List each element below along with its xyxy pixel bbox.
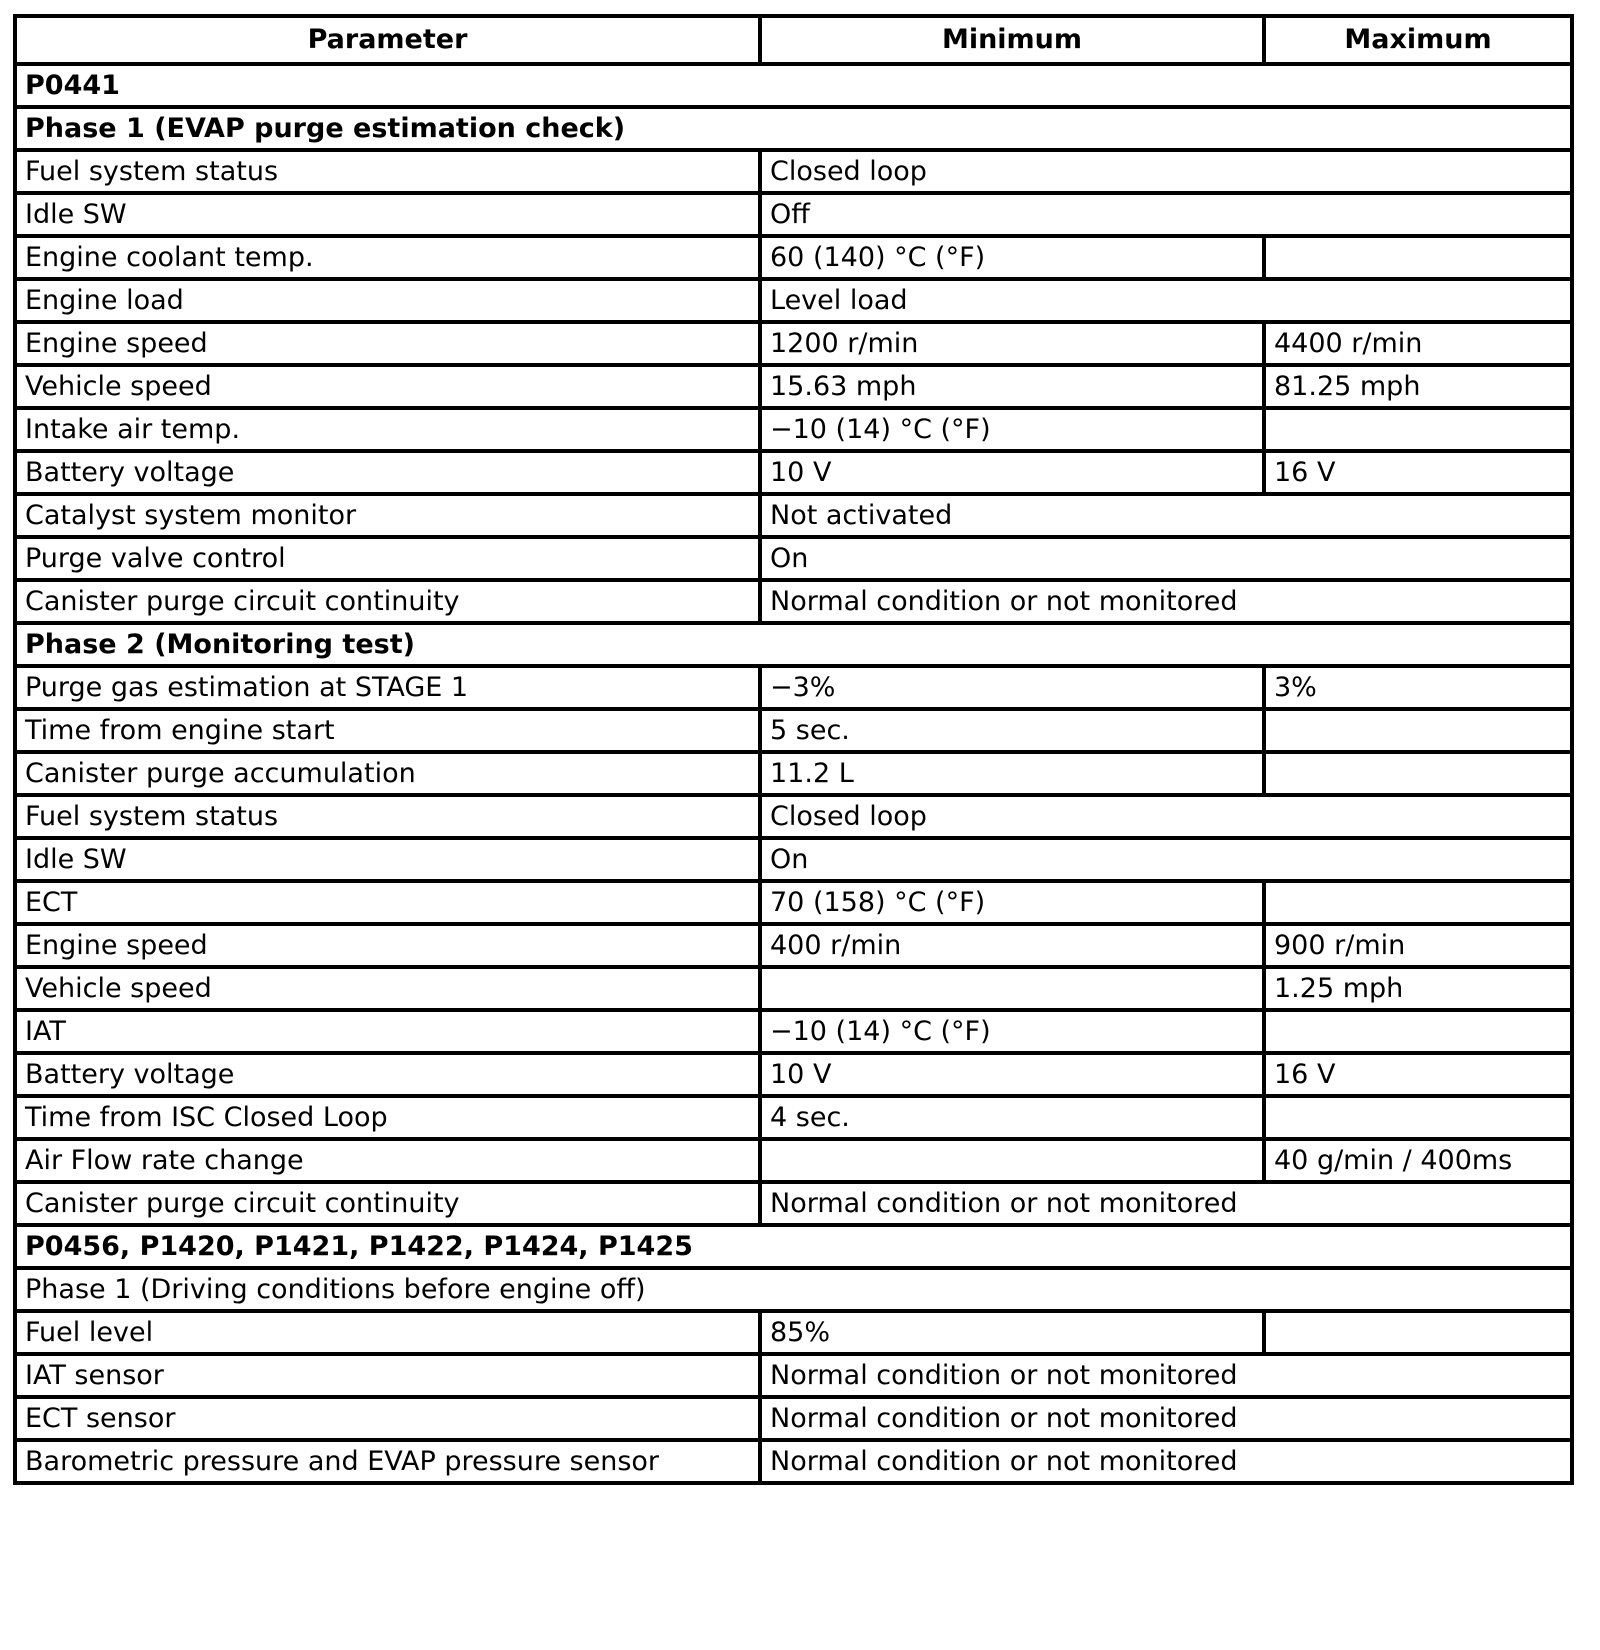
table-header-row [15,16,1572,64]
parameter-cell: Purge valve control [15,537,760,580]
parameter-cell: Idle SW [15,838,760,881]
maximum-cell: 4400 r/min [1264,322,1572,365]
condition-value-cell: Level load [760,279,1572,322]
parameter-cell: Battery voltage [15,1053,760,1096]
table-row [15,1053,1572,1096]
minimum-cell: 400 r/min [760,924,1264,967]
section-row [15,623,1572,666]
maximum-cell [1264,1096,1572,1139]
minimum-cell: 70 (158) °C (°F) [760,881,1264,924]
minimum-cell: −10 (14) °C (°F) [760,1010,1264,1053]
condition-value-cell: Closed loop [760,795,1572,838]
parameter-cell: Purge gas estimation at STAGE 1 [15,666,760,709]
parameter-cell: Air Flow rate change [15,1139,760,1182]
minimum-cell: −3% [760,666,1264,709]
table-row [15,838,1572,881]
minimum-cell: 11.2 L [760,752,1264,795]
maximum-cell [1264,752,1572,795]
table-row [15,236,1572,279]
parameter-cell: IAT sensor [15,1354,760,1397]
parameter-cell: Catalyst system monitor [15,494,760,537]
header-maximum: Maximum [1264,16,1572,64]
header-minimum: Minimum [760,16,1264,64]
section-title: Phase 1 (EVAP purge estimation check) [15,107,1572,150]
parameter-cell: ECT [15,881,760,924]
table-row [15,709,1572,752]
parameter-cell: Idle SW [15,193,760,236]
minimum-cell: 15.63 mph [760,365,1264,408]
minimum-cell: 85% [760,1311,1264,1354]
table-row [15,150,1572,193]
maximum-cell: 81.25 mph [1264,365,1572,408]
condition-value-cell: On [760,838,1572,881]
table-row [15,193,1572,236]
parameter-cell: IAT [15,1010,760,1053]
maximum-cell [1264,236,1572,279]
table-row [15,1010,1572,1053]
table-row [15,795,1572,838]
table-row [15,1182,1572,1225]
maximum-cell: 16 V [1264,1053,1572,1096]
condition-value-cell: On [760,537,1572,580]
section-row [15,107,1572,150]
minimum-cell [760,1139,1264,1182]
maximum-cell: 1.25 mph [1264,967,1572,1010]
maximum-cell: 40 g/min / 400ms [1264,1139,1572,1182]
table-row [15,322,1572,365]
parameter-cell: Fuel system status [15,795,760,838]
parameter-cell: Engine coolant temp. [15,236,760,279]
table-row [15,494,1572,537]
section-title: P0441 [15,64,1572,107]
condition-value-cell: Off [760,193,1572,236]
table-row [15,924,1572,967]
parameter-cell: Canister purge circuit continuity [15,580,760,623]
maximum-cell [1264,881,1572,924]
maximum-cell [1264,1311,1572,1354]
parameter-cell: Time from engine start [15,709,760,752]
section-title: Phase 1 (Driving conditions before engine off) [15,1268,1572,1311]
minimum-cell: 10 V [760,1053,1264,1096]
parameter-cell: Canister purge accumulation [15,752,760,795]
section-row [15,1225,1572,1268]
table-row [15,752,1572,795]
maximum-cell [1264,408,1572,451]
conditions-table [13,14,1574,1485]
parameter-cell: Barometric pressure and EVAP pressure sensor [15,1440,760,1483]
table-row [15,365,1572,408]
table-row [15,580,1572,623]
section-row [15,1268,1572,1311]
condition-value-cell: Normal condition or not monitored [760,580,1572,623]
table-row [15,666,1572,709]
table-row [15,1397,1572,1440]
maximum-cell: 16 V [1264,451,1572,494]
minimum-cell: −10 (14) °C (°F) [760,408,1264,451]
minimum-cell: 10 V [760,451,1264,494]
parameter-cell: Intake air temp. [15,408,760,451]
maximum-cell: 3% [1264,666,1572,709]
parameter-cell: Fuel level [15,1311,760,1354]
maximum-cell: 900 r/min [1264,924,1572,967]
minimum-cell [760,967,1264,1010]
condition-value-cell: Normal condition or not monitored [760,1354,1572,1397]
table-row [15,881,1572,924]
table-row [15,537,1572,580]
maximum-cell [1264,1010,1572,1053]
parameter-cell: Engine speed [15,322,760,365]
parameter-cell: ECT sensor [15,1397,760,1440]
section-row [15,64,1572,107]
condition-value-cell: Normal condition or not monitored [760,1440,1572,1483]
table-row [15,1440,1572,1483]
table-row [15,1354,1572,1397]
condition-value-cell: Closed loop [760,150,1572,193]
table-body [15,64,1572,1483]
parameter-cell: Canister purge circuit continuity [15,1182,760,1225]
parameter-cell: Time from ISC Closed Loop [15,1096,760,1139]
condition-value-cell: Not activated [760,494,1572,537]
header-parameter: Parameter [15,16,760,64]
table-row [15,1096,1572,1139]
parameter-cell: Battery voltage [15,451,760,494]
table-row [15,1311,1572,1354]
conditions-table-container [13,14,1570,1485]
condition-value-cell: Normal condition or not monitored [760,1182,1572,1225]
parameter-cell: Vehicle speed [15,365,760,408]
minimum-cell: 4 sec. [760,1096,1264,1139]
section-title: P0456, P1420, P1421, P1422, P1424, P1425 [15,1225,1572,1268]
minimum-cell: 1200 r/min [760,322,1264,365]
parameter-cell: Engine speed [15,924,760,967]
table-row [15,451,1572,494]
section-title: Phase 2 (Monitoring test) [15,623,1572,666]
parameter-cell: Engine load [15,279,760,322]
table-row [15,408,1572,451]
table-row [15,1139,1572,1182]
table-row [15,279,1572,322]
minimum-cell: 60 (140) °C (°F) [760,236,1264,279]
minimum-cell: 5 sec. [760,709,1264,752]
parameter-cell: Fuel system status [15,150,760,193]
parameter-cell: Vehicle speed [15,967,760,1010]
maximum-cell [1264,709,1572,752]
condition-value-cell: Normal condition or not monitored [760,1397,1572,1440]
table-row [15,967,1572,1010]
